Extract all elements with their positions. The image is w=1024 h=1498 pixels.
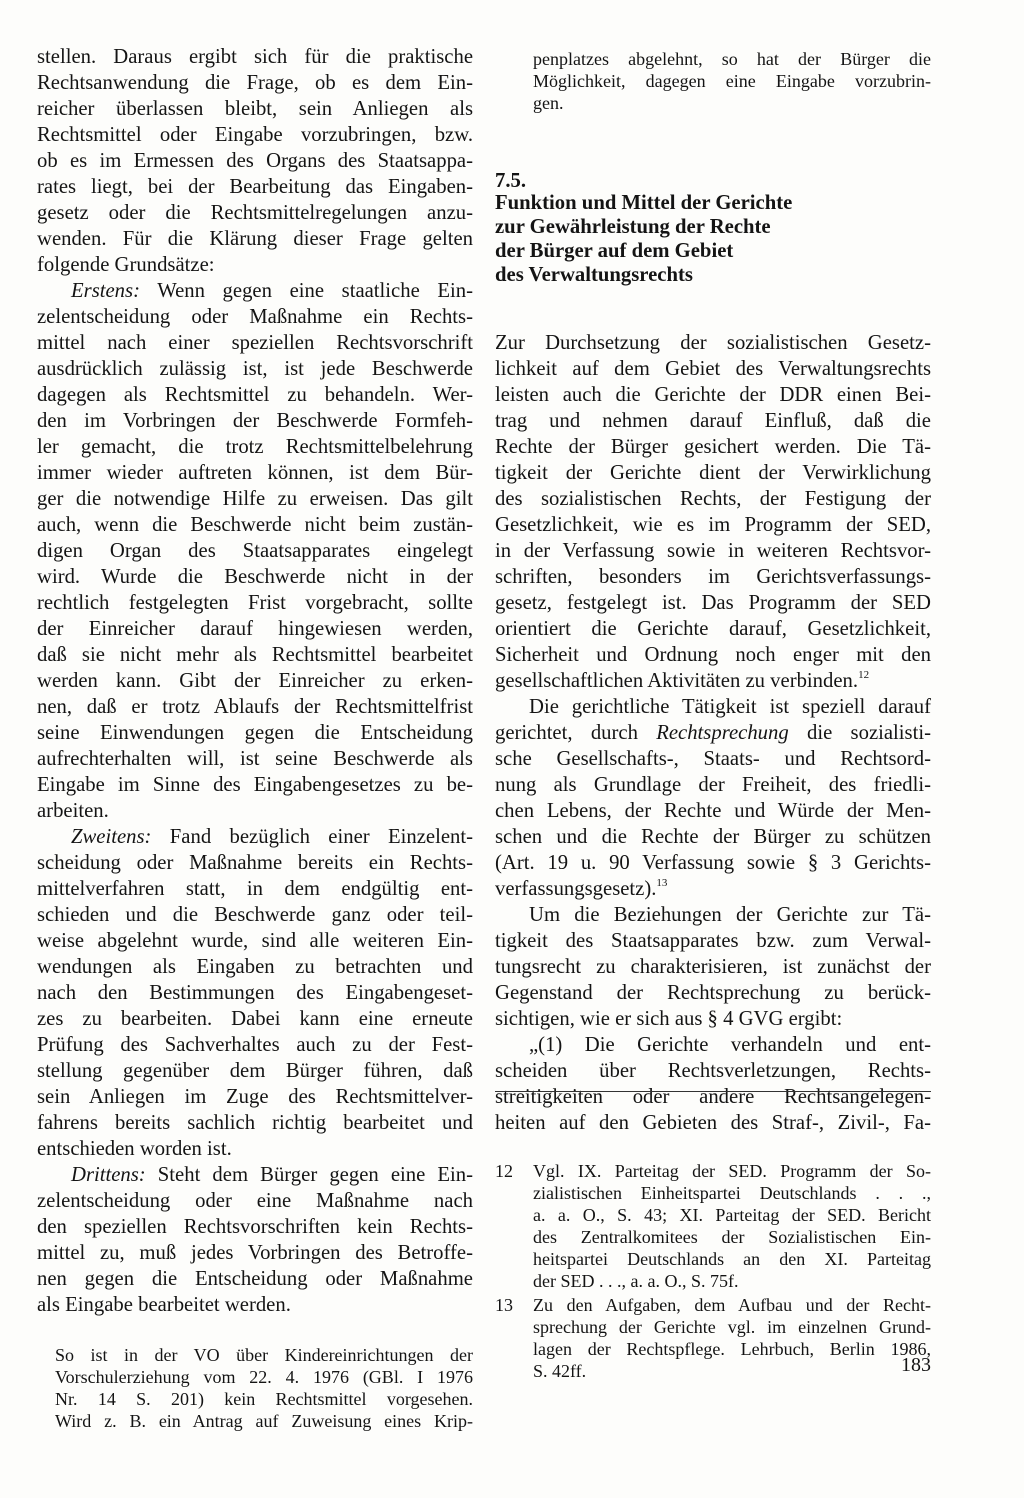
text-line: (Art. 19 u. 90 Verfassung sowie § 3 Gerichts- <box>495 852 931 874</box>
text-line: daß sie nicht mehr als Rechtsmittel bearbeitet <box>37 644 473 666</box>
text-line: ausdrücklich zulässig ist, ist jede Beschwerde <box>37 358 473 380</box>
text-line: sche Gesellschafts-, Staats- und Rechtsord- <box>495 748 931 770</box>
text-line: scheiden über Rechtsverletzungen, Rechts- <box>495 1060 931 1082</box>
text-line: den speziellen Rechtsvorschriften kein Rechts- <box>37 1216 473 1238</box>
paragraph-lead: Erstens: <box>71 280 140 302</box>
footnote-line: Nr. 14 S. 201) kein Rechtsmittel vorgesehen. <box>55 1389 473 1409</box>
text-line: streitigkeiten oder andere Rechtsangelegen- <box>495 1086 931 1108</box>
text-line: trag und nehmen darauf Einfluß, daß die <box>495 410 931 432</box>
footnote-line: Möglichkeit, dagegen eine Eingabe vorzubrin- <box>533 71 931 91</box>
text-line: sichtigen, wie er sich aus § 4 GVG ergibt: <box>495 1008 843 1030</box>
text-span: verfassungsgesetz). <box>495 878 657 900</box>
text-line: lichkeit auf dem Gebiet des Verwaltungsrechts <box>495 358 931 380</box>
text-line: ger die notwendige Hilfe zu erweisen. Das gilt <box>37 488 473 510</box>
text-line: tigkeit der Gerichte dient der Verwirklichung <box>495 462 931 484</box>
text-span: Wenn gegen eine staatliche Ein- <box>139 280 473 302</box>
text-line: mittel nach einer speziellen Rechtsvorschrift <box>37 332 473 354</box>
paragraph-lead: Drittens: <box>71 1164 146 1186</box>
text-line: als Eingabe bearbeitet werden. <box>37 1294 291 1316</box>
text-line: den im Vorbringen der Beschwerde Formfeh- <box>37 410 473 432</box>
paragraph-first-line <box>37 1162 473 1188</box>
footnote-line: gen. <box>533 93 564 113</box>
footnote-line: sprechung der Gerichte vgl. im einzelnen Grund- <box>533 1317 931 1337</box>
footnote-line: penplatzes abgelehnt, so hat der Bürger die <box>533 49 931 69</box>
footnote-ref: 13 <box>656 877 668 889</box>
text-line: dagegen als Rechtsmittel zu behandeln. Wer- <box>37 384 473 406</box>
text-line: nen, daß er trotz Ablaufs der Rechtsmittelfrist <box>37 696 473 718</box>
text-line: aufrechterhalten will, ist seine Beschwerde als <box>37 748 473 770</box>
text-line: schen und die Rechte der Bürger zu schützen <box>495 826 931 848</box>
text-line: Prüfung des Sachverhaltes auch zu der Fest- <box>37 1034 473 1056</box>
text-line: gesetz oder die Rechtsmittelregelungen anzu- <box>37 202 473 224</box>
text-line: orientiert die Gerichte darauf, Gesetzlichkeit, <box>495 618 931 640</box>
text-line: Rechtsanwendung die Frage, ob es dem Ein- <box>37 72 473 94</box>
text-line: Zur Durchsetzung der sozialistischen Gesetz- <box>495 332 931 354</box>
text-line: zelentscheidung oder eine Maßnahme nach <box>37 1190 473 1212</box>
text-line: mittel zu, muß jedes Vorbringen des Betroffe- <box>37 1242 473 1264</box>
footnote-line: der SED . . ., a. a. O., S. 75f. <box>533 1271 739 1291</box>
footnote-divider <box>495 1091 931 1092</box>
text-line: gesetz, festgelegt ist. Das Programm der SED <box>495 592 931 614</box>
text-line <box>495 668 931 694</box>
text-line: tungsrecht zu charakterisieren, ist zunächst der <box>495 956 931 978</box>
text-line: stellen. Daraus ergibt sich für die praktische <box>37 46 473 68</box>
paragraph-first-line: Um die Beziehungen der Gerichte zur Tä- <box>529 904 931 926</box>
text-line: nen gegen die Entscheidung oder Maßnahme <box>37 1268 473 1290</box>
section-heading: Funktion und Mittel der Gerichte <box>495 192 793 214</box>
text-line: auch, wenn die Beschwerde nicht beim zustän- <box>37 514 473 536</box>
text-line: ler gemacht, die trotz Rechtsmittelbelehrung <box>37 436 473 458</box>
text-line: Rechte der Bürger gesichert werden. Die Tä- <box>495 436 931 458</box>
text-line: Rechtsmittel oder Eingabe vorzubringen, bzw. <box>37 124 473 146</box>
text-line: arbeiten. <box>37 800 109 822</box>
text-line: heiten auf den Gebieten des Straf-, Zivil-, Fa- <box>495 1112 931 1134</box>
text-line: seine Einwendungen gegen die Entscheidung <box>37 722 473 744</box>
text-line: zelentscheidung oder Maßnahme ein Rechts- <box>37 306 473 328</box>
text-line: Gegenstand der Rechtsprechung zu berück- <box>495 982 931 1004</box>
emphasis: Rechtsprechung <box>656 722 789 744</box>
text-line: wird. Wurde die Beschwerde nicht in der <box>37 566 473 588</box>
paragraph-first-line <box>37 278 473 304</box>
text-line: stellung gegenüber dem Bürger führen, daß <box>37 1060 473 1082</box>
text-line: nach den Bestimmungen des Eingabengeset- <box>37 982 473 1004</box>
text-line: der Einreicher darauf hingewiesen werden, <box>37 618 473 640</box>
footnote-line: Vgl. IX. Parteitag der SED. Programm der So- <box>533 1161 931 1181</box>
section-heading: zur Gewährleistung der Rechte <box>495 216 771 238</box>
footnote-line: S. 42ff. <box>533 1361 587 1381</box>
paragraph-lead: Zweitens: <box>71 826 152 848</box>
text-span: Fand bezüglich einer Einzelent- <box>151 826 473 848</box>
section-heading: der Bürger auf dem Gebiet <box>495 240 734 262</box>
text-line: leisten auch die Gerichte der DDR einen Bei- <box>495 384 931 406</box>
text-line: chen Lebens, der Rechte und Würde der Men- <box>495 800 931 822</box>
section-number: 7.5. <box>495 170 527 192</box>
paragraph-first-line <box>37 824 473 850</box>
text-line: Gesetzlichkeit, wie es im Programm der SED, <box>495 514 931 536</box>
text-line: scheidung oder Maßnahme bereits ein Rechts- <box>37 852 473 874</box>
text-line: schieden und die Beschwerde ganz oder teil- <box>37 904 473 926</box>
paragraph-first-line: Die gerichtliche Tätigkeit ist speziell darauf <box>529 696 931 718</box>
text-line: tigkeit des Staatsapparates bzw. zum Verwal- <box>495 930 931 952</box>
text-line: Eingabe im Sinne des Eingabengesetzes zu be- <box>37 774 473 796</box>
text-span: Steht dem Bürger gegen eine Ein- <box>145 1164 473 1186</box>
text-line: entschieden worden ist. <box>37 1138 232 1160</box>
text-line: weise abgelehnt wurde, sind alle weiteren Ein- <box>37 930 473 952</box>
text-line <box>495 720 931 746</box>
text-line: zes zu bearbeiten. Dabei kann eine erneute <box>37 1008 473 1030</box>
footnote-line: Wird z. B. ein Antrag auf Zuweisung eines Krip- <box>55 1411 473 1431</box>
text-line <box>495 876 931 902</box>
footnote-line: Zu den Aufgaben, dem Aufbau und der Recht- <box>533 1295 931 1315</box>
footnote-ref: 12 <box>858 669 870 681</box>
text-line: ob es im Ermessen des Organs des Staatsappa- <box>37 150 473 172</box>
text-line: nung als Grundlage der Freiheit, des friedli- <box>495 774 931 796</box>
footnote-line: So ist in der VO über Kindereinrichtungen der <box>55 1345 473 1365</box>
text-line: folgende Grundsätze: <box>37 254 215 276</box>
text-line: schriften, besonders im Gerichtsverfassungs- <box>495 566 931 588</box>
text-line: fahrens bereits sachlich richtig bearbeitet und <box>37 1112 473 1134</box>
footnote-line: des Zentralkomitees der Sozialistischen Ein- <box>533 1227 931 1247</box>
footnote-number: 13 <box>495 1295 513 1315</box>
text-line: rates liegt, bei der Bearbeitung das Eingaben- <box>37 176 473 198</box>
footnote-line: Vorschulerziehung vom 22. 4. 1976 (GBl. I 1976 <box>55 1367 473 1387</box>
footnote-line: lagen der Rechtspflege. Lehrbuch, Berlin 1986, <box>533 1339 931 1359</box>
text-line: rechtlich festgelegten Frist vorgebracht, sollte <box>37 592 473 614</box>
quote-line: „(1) Die Gerichte verhandeln und ent- <box>529 1034 931 1056</box>
text-line: werden kann. Gibt der Einreicher zu erken- <box>37 670 473 692</box>
text-line: immer wieder auftreten können, ist dem Bür- <box>37 462 473 484</box>
text-line: mittelverfahren statt, in dem endgültig ent- <box>37 878 473 900</box>
text-line: sein Anliegen im Zuge des Rechtsmittelver- <box>37 1086 473 1108</box>
footnote-number: 12 <box>495 1161 513 1181</box>
text-span: die sozialisti- <box>788 722 931 744</box>
text-span: gesellschaftlichen Aktivitäten zu verbinden. <box>495 670 859 692</box>
footnote-line: a. a. O., S. 43; XI. Parteitag der SED. Bericht <box>533 1205 931 1225</box>
text-line: digen Organ des Staatsapparates eingelegt <box>37 540 473 562</box>
section-heading: des Verwaltungsrechts <box>495 264 693 286</box>
text-line: reicher überlassen bleibt, sein Anliegen als <box>37 98 473 120</box>
text-line: Sicherheit und Ordnung noch enger mit den <box>495 644 931 666</box>
text-line: des sozialistischen Rechts, der Festigung der <box>495 488 931 510</box>
text-line: in der Verfassung sowie in weiteren Rechtsvor- <box>495 540 931 562</box>
text-line: wendungen als Eingaben zu betrachten und <box>37 956 473 978</box>
footnote-line: zialistischen Einheitspartei Deutschlands . . ., <box>533 1183 931 1203</box>
page-number: 183 <box>901 1354 931 1376</box>
footnote-line: heitspartei Deutschlands an den XI. Parteitag <box>533 1249 931 1269</box>
text-line: wenden. Für die Klärung dieser Frage gelten <box>37 228 473 250</box>
text-span: gerichtet, durch <box>495 722 657 744</box>
